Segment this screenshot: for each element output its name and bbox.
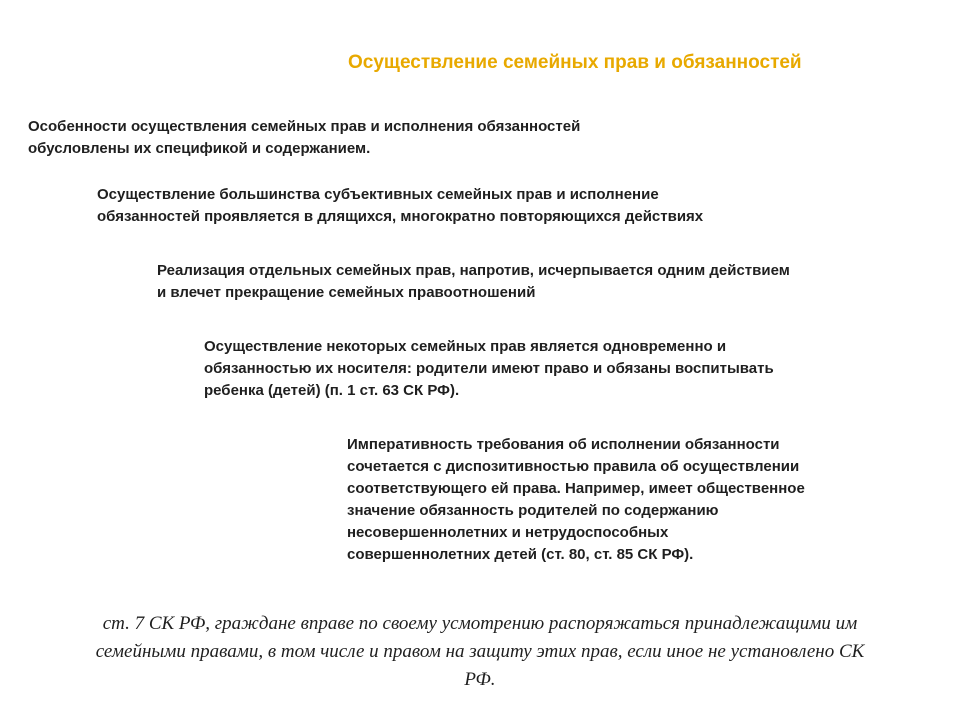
slide-title: Осуществление семейных прав и обязанностей [348,52,802,73]
text-line: Реализация отдельных семейных прав, напротив, исчерпывается одним действием [157,262,790,279]
text-line: соответствующего ей права. Например, имеет общественное [347,480,805,497]
text-line: обязанностей проявляется в длящихся, многократно повторяющихся действиях [97,208,704,225]
quote-line: семейными правами, в том числе и правом на защиту этих прав, если иное не установлено СК [95,641,865,662]
text-line: Осуществление некоторых семейных прав является одновременно и [204,338,727,355]
text-line: несовершеннолетних и нетрудоспособных [347,524,669,541]
text-line: Осуществление большинства субъективных семейных прав и исполнение [97,186,659,203]
text-line: обязанностью их носителя: родители имеют право и обязаны воспитывать [204,360,774,377]
text-line: сочетается с диспозитивностью правила об осуществлении [347,458,800,475]
quote-line: РФ. [464,669,496,690]
text-line: Особенности осуществления семейных прав и исполнения обязанностей [28,118,581,135]
text-line: совершеннолетних детей (ст. 80, ст. 85 СК РФ). [347,546,694,563]
law-quote [40,610,920,694]
paragraph-features [28,116,580,160]
paragraph-continuous-actions [97,184,703,228]
text-line: Императивность требования об исполнении обязанности [347,436,780,453]
text-line: обусловлены их спецификой и содержанием. [28,140,371,157]
paragraph-right-and-duty [204,336,774,402]
text-line: и влечет прекращение семейных правоотношений [157,284,536,301]
text-line: значение обязанность родителей по содержанию [347,502,719,519]
paragraph-imperativeness [347,434,805,566]
text-line: ребенка (детей) (п. 1 ст. 63 СК РФ). [204,382,460,399]
paragraph-single-action [157,260,790,304]
quote-line: ст. 7 СК РФ, граждане вправе по своему усмотрению распоряжаться принадлежащими им [102,613,858,634]
